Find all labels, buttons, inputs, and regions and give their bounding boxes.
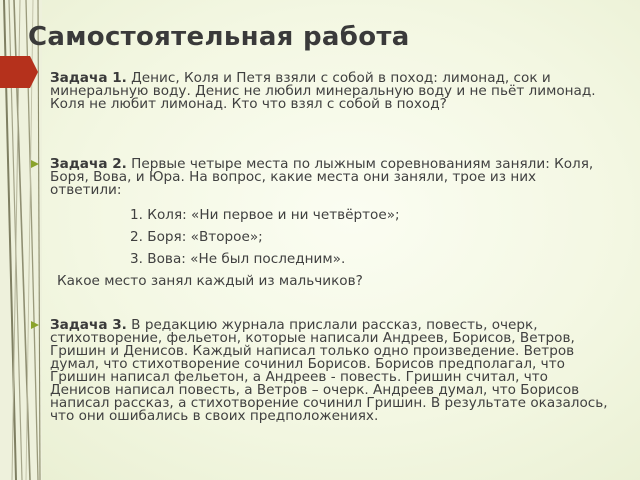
task-1-text: Денис, Коля и Петя взяли с собой в поход: лимонад, сок и минеральную воду. Денис не любил минеральную воду и не пьёт лимонад. Коля не любит лимонад. Кто что взял с собой в поход? <box>50 70 596 112</box>
page-title: Самостоятельная работа <box>28 22 410 52</box>
task-2 <box>50 158 610 197</box>
task-3 <box>50 319 610 423</box>
bullet-arrow-icon <box>31 160 39 168</box>
task-1 <box>50 72 610 111</box>
task-3-label: Задача 3. <box>50 317 127 333</box>
bullet-arrow-icon <box>31 321 39 329</box>
task-1-label: Задача 1. <box>50 70 127 86</box>
task-2-question: Какое место занял каждый из мальчиков? <box>57 273 363 289</box>
task-2-answer-3: 3. Вова: «Не был последним». <box>130 251 346 267</box>
task-3-text: В редакцию журнала прислали рассказ, повесть, очерк, стихотворение, фельетон, которые написали Андреев, Борисов, Ветров, Гришин и Денисов. Каждый написал только одно произведение. Ветров думал, что стихотворение сочинил Борисов. Борисов предполагал, что Гришин написал фельетон, а Андреев - повесть. Гришин считал, что Денисов написал повесть, а Ветров – очерк. Андреев думал, что Борисов написал рассказ, а стихотворение сочинил Гришин. В результате оказалось, что они ошибались в своих предположениях. <box>50 317 608 424</box>
task-2-text: Первые четыре места по лыжным соревнованиям заняли: Коля, Боря, Вова, и Юра. На вопрос, какие места они заняли, трое из них ответили: <box>50 156 594 198</box>
task-2-answer-1: 1. Коля: «Ни первое и ни четвёртое»; <box>130 207 400 223</box>
task-2-answer-2: 2. Боря: «Второе»; <box>130 229 263 245</box>
task-2-label: Задача 2. <box>50 156 127 172</box>
